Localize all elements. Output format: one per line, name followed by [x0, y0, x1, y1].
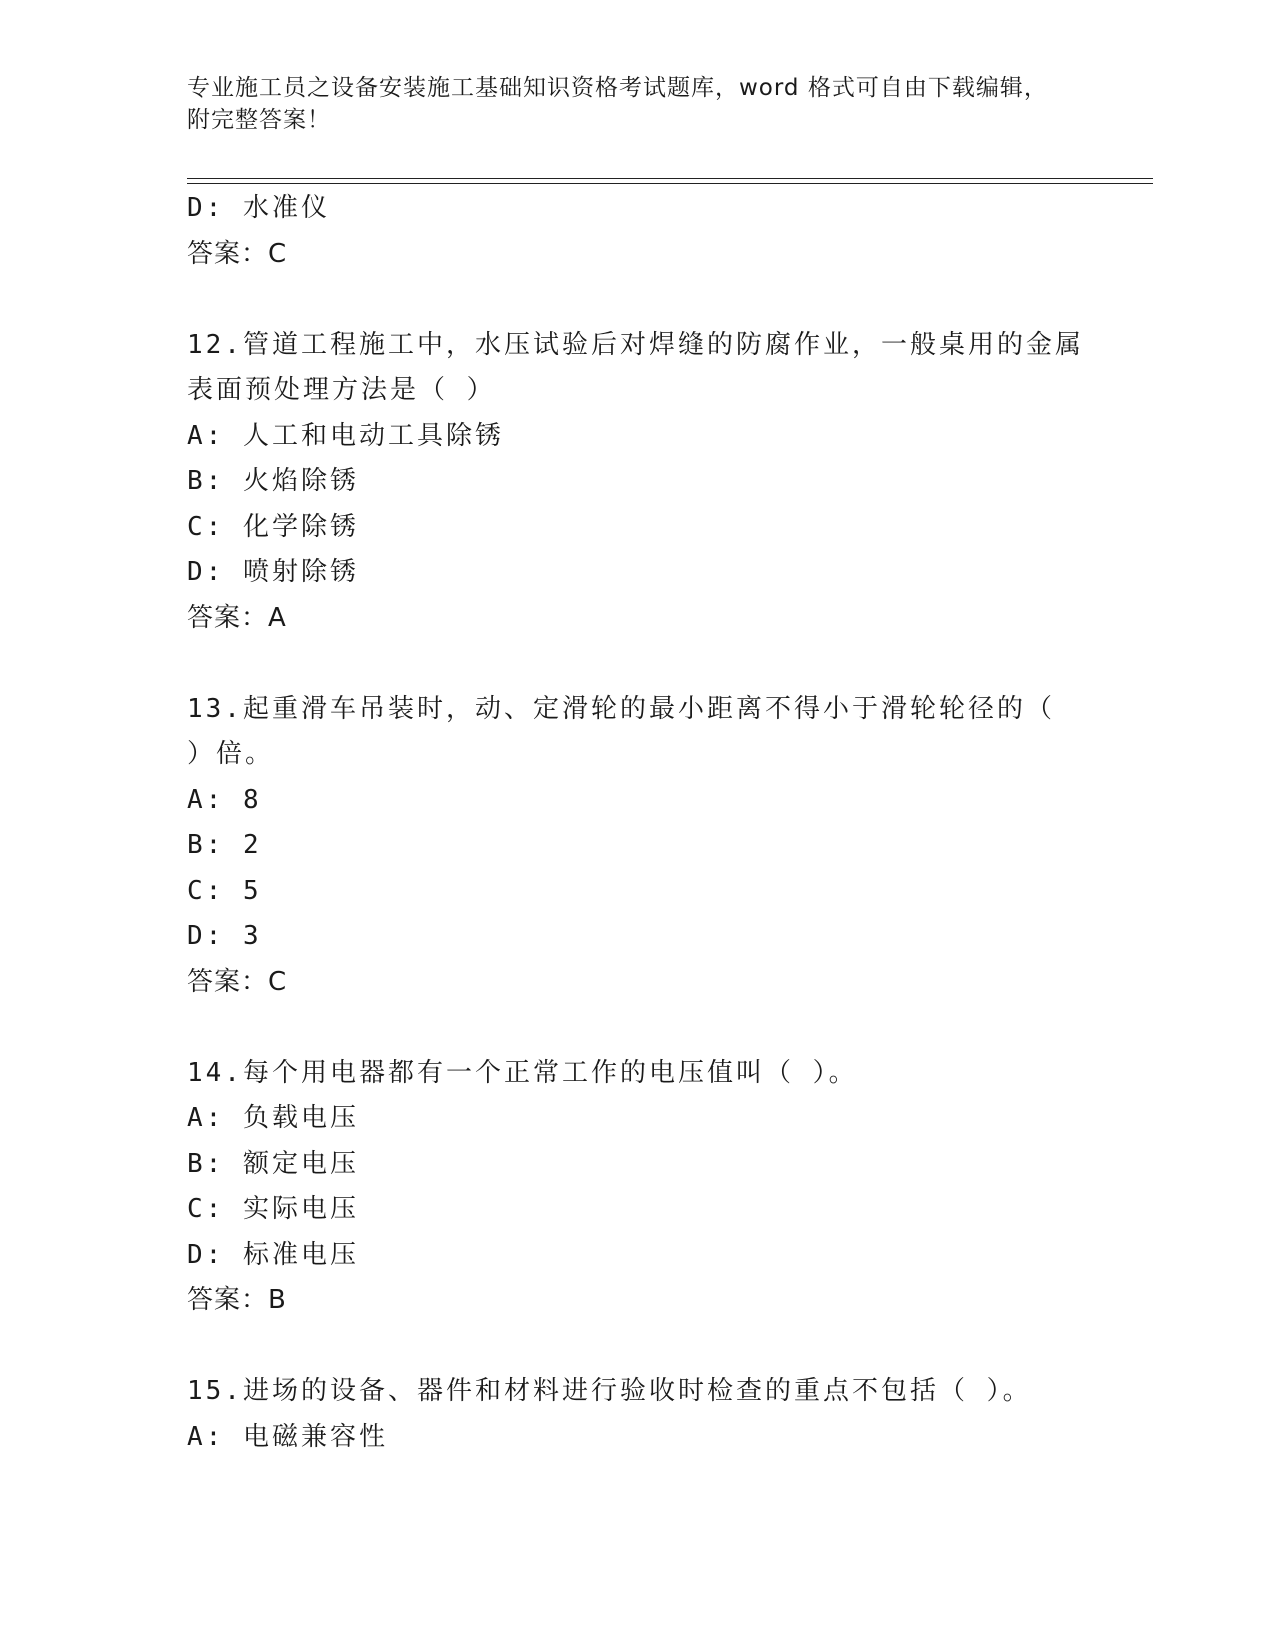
question-stem-line-2: 表面预处理方法是（ ） [187, 375, 496, 405]
option-c: C: 5 [187, 875, 262, 906]
question-stem-line-2: ）倍。 [187, 739, 275, 769]
header-title-line-2: 附完整答案！ [187, 107, 331, 133]
previous-question-tail [187, 186, 1147, 277]
header-title-line-1: 专业施工员之设备安装施工基础知识资格考试题库，word 格式可自由下载编辑， [187, 75, 1048, 101]
question-14 [187, 1051, 1147, 1324]
answer-line: 答案：C [187, 966, 288, 997]
answer-line: 答案：B [187, 1285, 287, 1315]
spacer [187, 277, 1147, 323]
question-15 [187, 1369, 1147, 1460]
answer-line: 答案：C [187, 238, 288, 269]
option-d: D: 水准仪 [187, 193, 330, 223]
answer-line: 答案：A [187, 602, 287, 633]
question-13 [187, 687, 1147, 1006]
spacer [187, 641, 1147, 687]
option-a: A: 电磁兼容性 [187, 1421, 388, 1452]
option-b: B: 额定电压 [187, 1148, 359, 1179]
spacer [187, 1005, 1147, 1051]
question-stem-line-1: 14.每个用电器都有一个正常工作的电压值叫（ ）。 [187, 1057, 858, 1088]
question-stem-line-1: 15.进场的设备、器件和材料进行验收时检查的重点不包括（ ）。 [187, 1376, 1032, 1406]
option-b: B: 2 [187, 830, 262, 860]
option-b: B: 火焰除锈 [187, 466, 359, 496]
question-stem-line-1: 12.管道工程施工中，水压试验后对焊缝的防腐作业，一般桌用的金属 [187, 329, 1084, 360]
question-content [187, 186, 1147, 1460]
option-c: C: 实际电压 [187, 1194, 359, 1224]
header-divider-bottom [187, 183, 1153, 184]
header-divider-top [187, 178, 1153, 179]
option-d: D: 3 [187, 921, 262, 951]
option-a: A: 负载电压 [187, 1103, 359, 1133]
question-stem-line-1: 13.起重滑车吊装时，动、定滑轮的最小距离不得小于滑轮轮径的（ [187, 693, 1055, 724]
question-12 [187, 323, 1147, 642]
option-c: C: 化学除锈 [187, 511, 359, 542]
option-d: D: 喷射除锈 [187, 557, 359, 587]
option-a: A: 人工和电动工具除锈 [187, 420, 504, 451]
page-header [187, 72, 1087, 136]
option-a: A: 8 [187, 784, 262, 815]
option-d: D: 标准电压 [187, 1239, 359, 1270]
spacer [187, 1324, 1147, 1370]
